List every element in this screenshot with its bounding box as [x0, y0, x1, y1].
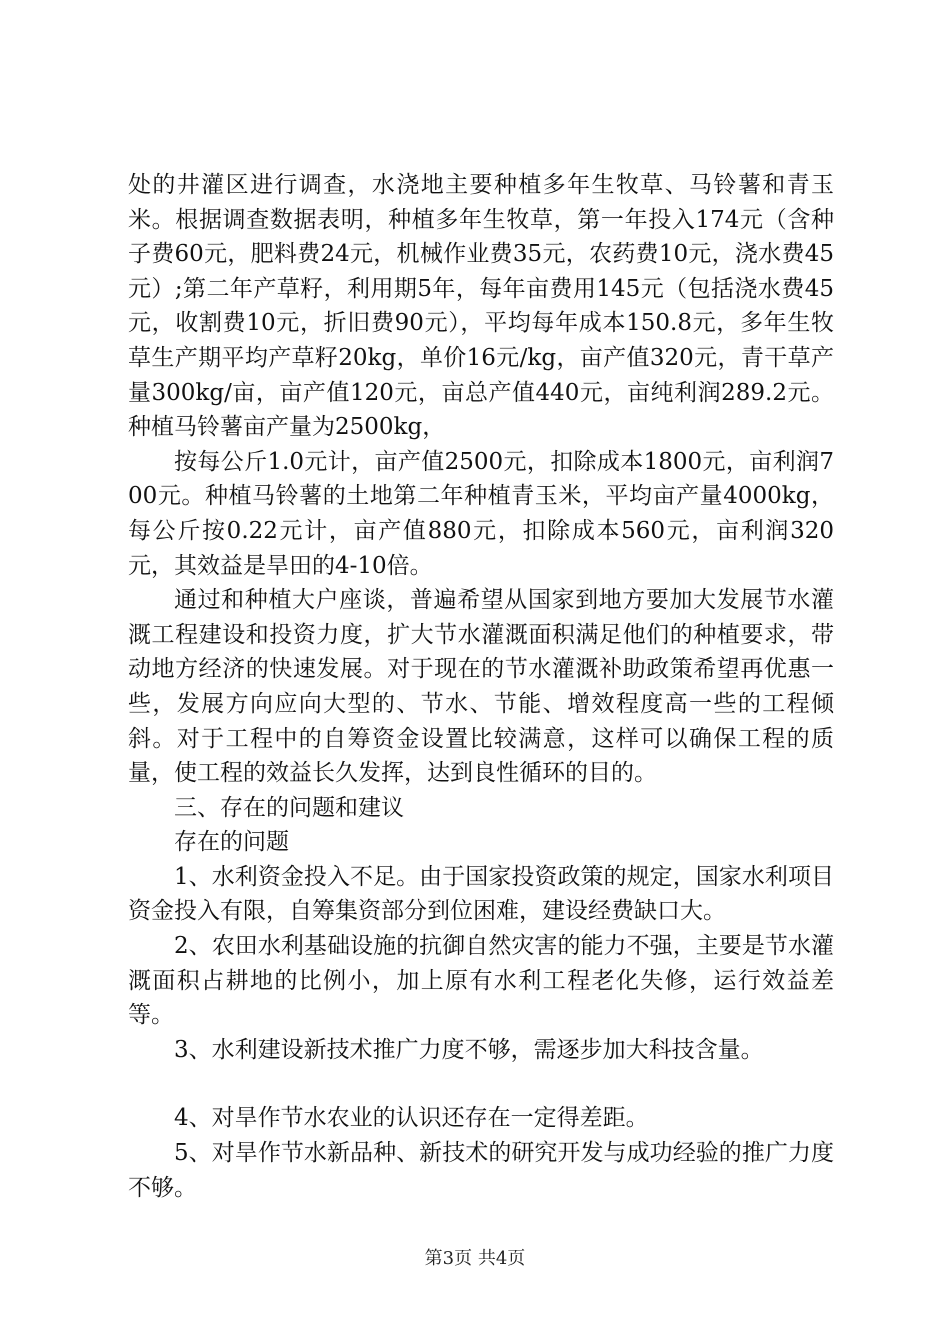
problem-item-3: 3、水利建设新技术推广力度不够，需逐步加大科技含量。 — [174, 1036, 764, 1063]
page-footer: 第3页 共4页 — [424, 1248, 526, 1269]
problem-item-1: 1、水利资金投入不足。由于国家投资政策的规定，国家水利项目资金投入有限，自筹集资部分到位困难，建设经费缺口大。 — [128, 863, 834, 925]
paragraph-potato-corn: 按每公斤1.0元计，亩产值2500元，扣除成本1800元，亩利润700元。种植马铃薯的土地第二年种植青玉米，平均亩产量4000kg，每公斤按0.22元计，亩产值880元，扣除成本560元，亩利润320元，其效益是旱田的4-10倍。 — [128, 448, 834, 579]
subheading-existing-problems: 存在的问题 — [174, 829, 289, 856]
document-body — [128, 168, 834, 1205]
problem-item-2: 2、农田水利基础设施的抗御自然灾害的能力不强，主要是节水灌溉面积占耕地的比例小，加上原有水利工程老化失修，运行效益差等。 — [128, 933, 834, 1029]
problem-item-5: 5、对旱作节水新品种、新技术的研究开发与成功经验的推广力度不够。 — [128, 1140, 834, 1201]
paragraph-survey-forage: 处的井灌区进行调查，水浇地主要种植多年生牧草、马铃薯和青玉米。根据调查数据表明，种植多年生牧草，第一年投入174元（含种子费60元，肥料费24元，机械作业费35元，农药费10元，浇水费45元）;第二年产草籽，利用期5年，每年亩费用145元（包括浇水费45元，收割费10元，折旧费90元），平均每年成本150.8元，多年生牧草生产期平均产草籽20kg，单价16元/kg，亩产值320元，青干草产量300kg/亩，亩产值120元，亩总产值440元，亩纯利润289.2元。种植马铃薯亩产量为2500kg， — [128, 172, 834, 441]
paragraph-farmer-feedback: 通过和种植大户座谈，普遍希望从国家到地方要加大发展节水灌溉工程建设和投资力度，扩大节水灌溉面积满足他们的种植要求，带动地方经济的快速发展。对于现在的节水灌溉补助政策希望再优惠一些，发展方向应向大型的、节水、节能、增效程度高一些的工程倾斜。对于工程中的自筹资金设置比较满意，这样可以确保工程的质量，使工程的效益长久发挥，达到良性循环的目的。 — [128, 587, 834, 787]
problem-item-4: 4、对旱作节水农业的认识还存在一定得差距。 — [174, 1105, 649, 1132]
section-heading-problems-suggestions: 三、存在的问题和建议 — [174, 794, 404, 821]
